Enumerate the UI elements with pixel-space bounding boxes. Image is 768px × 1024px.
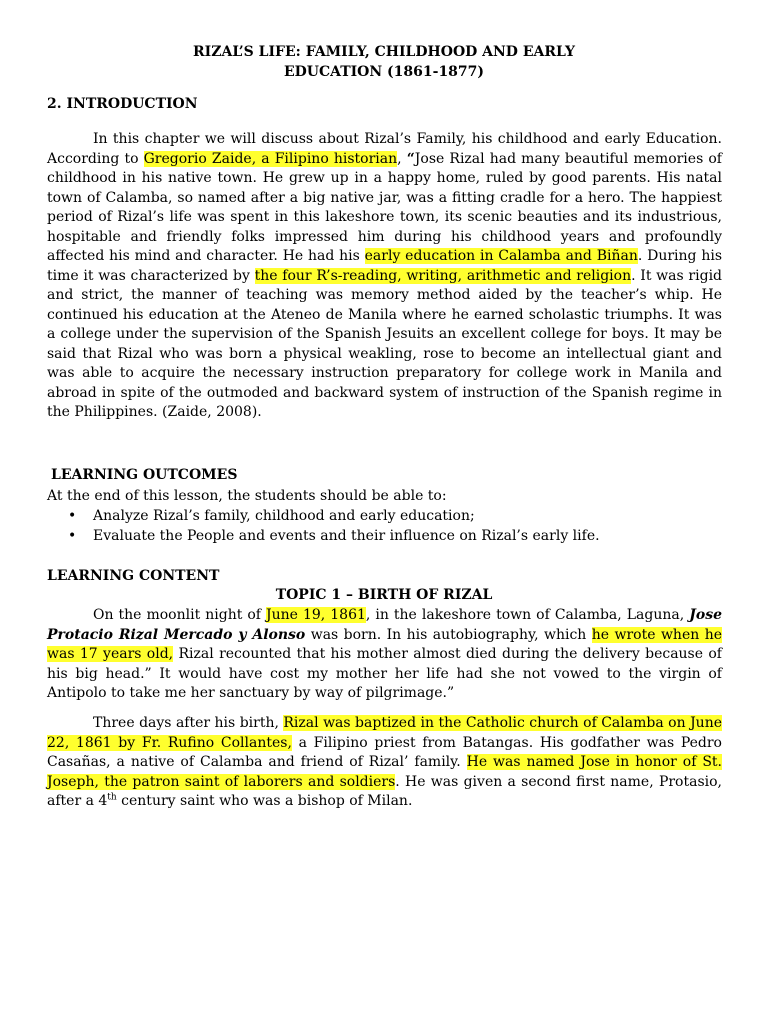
topic-heading: TOPIC 1 – BIRTH OF RIZAL bbox=[275, 587, 493, 603]
highlight-age-17: he wrote when he was 17 years old, bbox=[47, 626, 722, 662]
paragraph-text: On the moonlit night of bbox=[93, 607, 267, 623]
paragraph-text: . He was given a second first name, Protasio, after a 4 bbox=[47, 773, 722, 809]
highlight-baptism: Rizal was baptized in the Catholic church of Calamba on June 22, 1861 by Fr. Rufino Collantes, bbox=[47, 715, 722, 751]
birth-paragraph bbox=[47, 606, 722, 704]
learning-outcomes-heading: LEARNING OUTCOMES bbox=[51, 467, 238, 483]
list-item-text: Evaluate the People and events and their influence on Rizal’s early life. bbox=[93, 527, 600, 544]
intro-text: In this chapter we will discuss about Rizal’s Family, his childhood and early Education. According to bbox=[47, 131, 722, 167]
list-item bbox=[47, 507, 600, 527]
highlight-zaide: Gregorio Zaide, a Filipino historian bbox=[143, 150, 398, 167]
learning-outcomes-list bbox=[47, 507, 600, 546]
introduction-heading: 2. INTRODUCTION bbox=[47, 96, 198, 112]
bullet-icon: • bbox=[68, 527, 77, 544]
list-item-text: Analyze Rizal’s family, childhood and early education; bbox=[93, 508, 475, 524]
intro-quote-mark: “ bbox=[406, 150, 415, 167]
highlight-four-rs: the four R’s-reading, writing, arithmetic and religion bbox=[254, 267, 632, 284]
page-title-line-1: RIZAL’S LIFE: FAMILY, CHILDHOOD AND EARLY bbox=[193, 44, 575, 60]
paragraph-text: , in the lakeshore town of Calamba, Laguna, bbox=[365, 607, 690, 623]
intro-text: , bbox=[397, 150, 407, 167]
highlight-early-education: early education in Calamba and Biñan bbox=[364, 248, 638, 264]
paragraph-text: a Filipino priest from Batangas. His godfather was Pedro Casañas, a native of Calamba and friend of Rizal’ family. bbox=[47, 734, 722, 770]
paragraph-text: century saint who was a bishop of Milan. bbox=[116, 793, 413, 809]
baptism-paragraph bbox=[47, 714, 722, 812]
paragraph-text: was born. In his autobiography, which bbox=[305, 626, 592, 643]
full-name: Jose Protacio Rizal Mercado y Alonso bbox=[47, 607, 722, 643]
introduction-paragraph bbox=[47, 130, 722, 423]
list-item bbox=[47, 527, 600, 547]
intro-text: Jose Rizal had many beautiful memories of childhood in his native town. He grew up in a happy home, ruled by good parents. His natal town of Calamba, so named after a big native jar, was a fitting cradle for a hero. The happiest period of Rizal’s life was spent in this lakeshore town, its scenic beauties and its industrious, hospitable and friendly folks impressed him during his childhood years and profoundly affected his mind and character. He had his bbox=[47, 150, 722, 264]
bullet-icon: • bbox=[68, 508, 77, 524]
paragraph-text: Three days after his birth, bbox=[93, 715, 284, 731]
ordinal-superscript: th bbox=[107, 792, 117, 803]
intro-text: . During his time it was characterized by bbox=[47, 248, 723, 284]
learning-outcomes-intro: At the end of this lesson, the students should be able to: bbox=[47, 488, 447, 504]
page-title bbox=[0, 43, 768, 82]
highlight-birth-date: June 19, 1861 bbox=[266, 607, 366, 623]
learning-content-heading: LEARNING CONTENT bbox=[47, 568, 220, 584]
intro-text: . It was rigid and strict, the manner of teaching was memory method aided by the teacher’s whip. He continued his education at the Ateneo de Manila where he earned scholastic triumphs. It was a college under the supervision of the Spanish Jesuits an excellent college for boys. It may be said that Rizal who was born a physical weakling, rose to become an intellectual giant and was able to acquire the necessary instruction preparatory for college work in Manila and abroad in spite of the outmoded and backward system of instruction of the Spanish regime in the Philippines. (Zaide, 2008). bbox=[47, 267, 723, 420]
highlight-named-jose: He was named Jose in honor of St. Joseph, the patron saint of laborers and soldiers bbox=[47, 754, 722, 790]
paragraph-text: Rizal recounted that his mother almost died during the delivery because of his big head.” It would have cost my mother her life had she not vowed to the virgin of Antipolo to take me her sanctuary by way of pilgrimage.” bbox=[47, 646, 722, 701]
page-title-line-2: EDUCATION (1861-1877) bbox=[283, 63, 485, 80]
